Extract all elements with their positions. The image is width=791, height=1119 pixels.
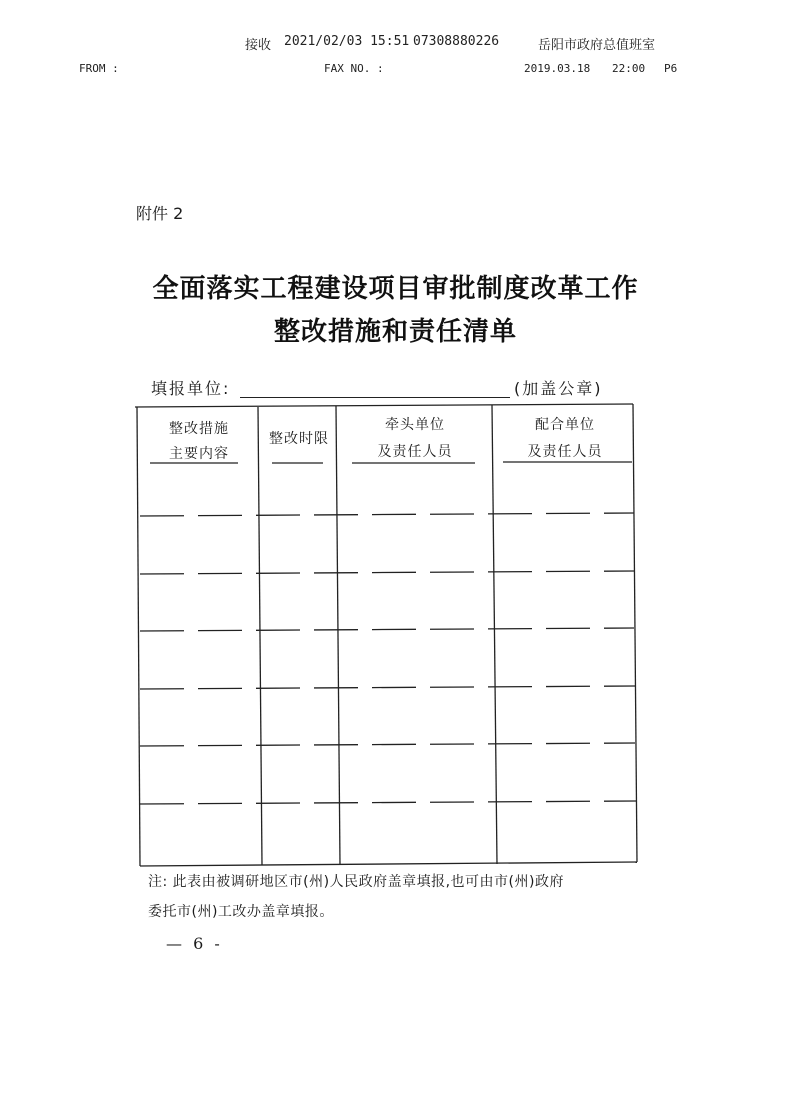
document-title-line2: 整改措施和责任清单 <box>273 317 517 347</box>
footnote-line2: 委托市(州)工改办盖章填报。 <box>148 904 334 920</box>
seal-note: (加盖公章) <box>514 379 603 398</box>
attachment-label: 附件 2 <box>136 204 184 223</box>
row-line-3 <box>140 628 634 631</box>
fax-sent-time: 22:00 <box>612 62 646 75</box>
row-line-4 <box>140 686 635 689</box>
header-support-unit-line1: 配合单位 <box>535 417 595 433</box>
table-bottom-border <box>140 862 637 866</box>
fax-page-code: P6 <box>664 62 678 75</box>
header-measures-line2: 主要内容 <box>169 446 229 462</box>
fax-received-number: 07308880226 <box>413 34 500 49</box>
row-line-5 <box>140 743 635 746</box>
row-line-1 <box>140 513 634 516</box>
header-measures-line1: 整改措施 <box>169 421 229 437</box>
table-top-border <box>135 404 633 407</box>
header-support-unit-line2: 及责任人员 <box>527 444 603 460</box>
header-deadline: 整改时限 <box>269 431 329 447</box>
fax-received-label: 接收 <box>245 38 272 53</box>
fax-received-datetime: 2021/02/03 15:51 <box>284 34 410 49</box>
document-title-line1: 全面落实工程建设项目审批制度改革工作 <box>152 274 639 304</box>
footnote-line1: 注: 此表由被调研地区市(州)人民政府盖章填报,也可由市(州)政府 <box>148 874 564 890</box>
table-left-border <box>137 407 140 866</box>
fax-number-label: FAX NO. : <box>324 62 384 75</box>
table-right-border <box>633 404 637 862</box>
column-divider-1 <box>258 407 262 865</box>
fax-sent-date: 2019.03.18 <box>524 62 591 75</box>
page-number: — 6 - <box>166 934 223 953</box>
header-lead-unit-line2: 及责任人员 <box>377 444 453 460</box>
column-divider-2 <box>336 406 340 865</box>
fax-received-office: 岳阳市政府总值班室 <box>538 38 656 53</box>
fax-from-label: FROM : <box>79 62 119 75</box>
header-lead-unit-line1: 牵头单位 <box>385 417 445 433</box>
reporting-unit-label: 填报单位: <box>151 379 231 398</box>
row-line-6 <box>140 801 636 804</box>
row-line-2 <box>140 571 634 574</box>
column-divider-3 <box>492 405 497 864</box>
